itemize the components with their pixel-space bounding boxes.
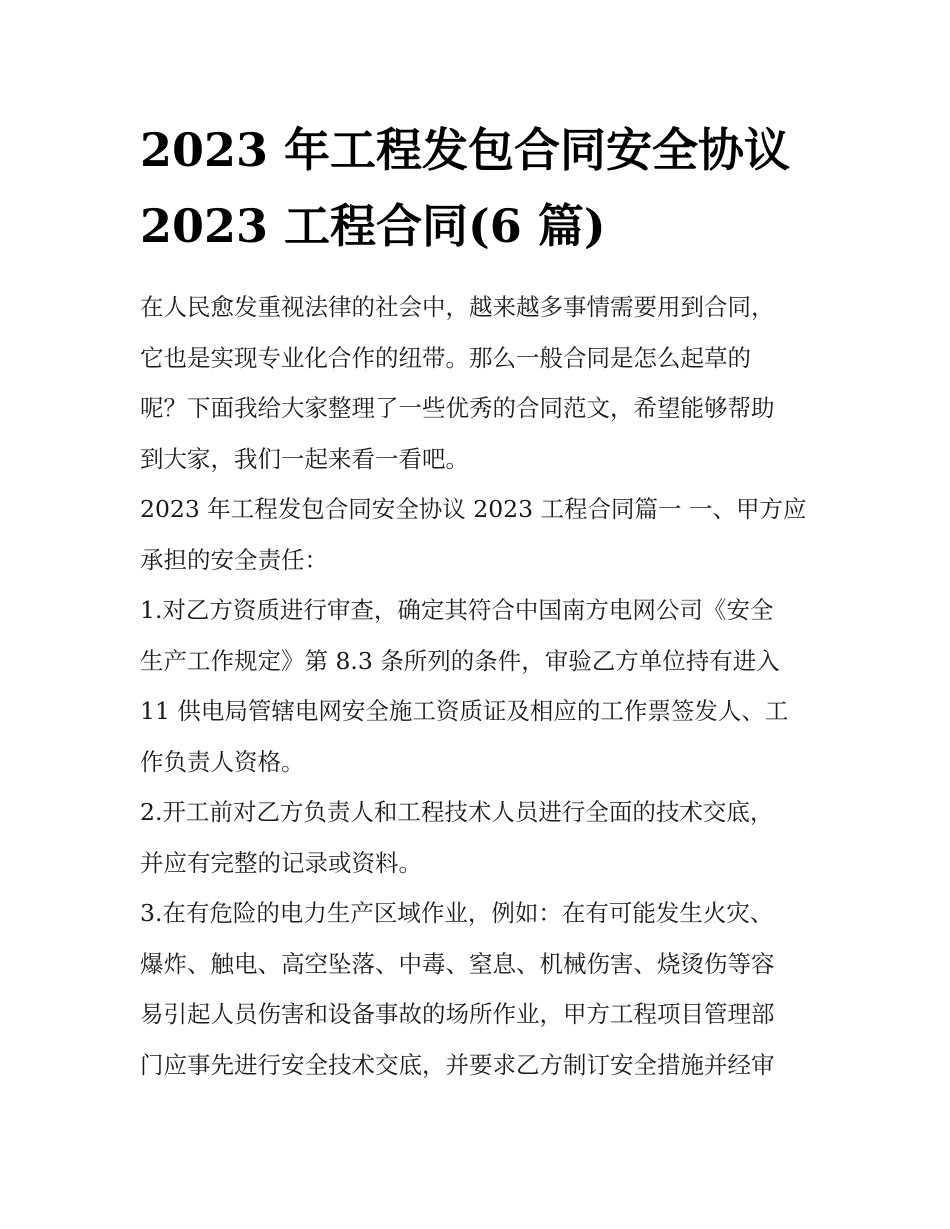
paragraph-item-2 [140,787,820,888]
paragraph-item-3 [140,888,820,1090]
text-line: 承担的安全责任： [140,545,328,574]
text-line: 并应有完整的记录或资料。 [140,848,422,877]
text-line: 到大家，我们一起来看一看吧。 [140,444,469,473]
title-line-1: 2023 年工程发包合同安全协议 [140,123,791,177]
paragraph-intro [140,282,820,484]
text-line: 呢？下面我给大家整理了一些优秀的合同范文，希望能够帮助 [140,394,775,422]
text-line: 生产工作规定》第 8.3 条所列的条件，审验乙方单位持有进入 [140,646,780,675]
paragraph-section-heading [140,484,820,585]
title-line-2: 2023 工程合同(6 篇) [140,199,606,253]
text-line: 门应事先进行安全技术交底，并要求乙方制订安全措施并经审 [140,1050,775,1079]
paragraph-item-1 [140,585,820,787]
text-line: 2023 年工程发包合同安全协议 2023 工程合同篇一 一、甲方应 [140,495,807,523]
text-line: 它也是实现专业化合作的纽带。那么一般合同是怎么起草的 [140,343,751,372]
text-line: 易引起人员伤害和设备事故的场所作业，甲方工程项目管理部 [140,1000,775,1028]
text-line: 2.开工前对乙方负责人和工程技术人员进行全面的技术交底， [140,798,774,826]
text-line: 在人民愈发重视法律的社会中，越来越多事情需要用到合同， [140,293,775,321]
text-line: 作负责人资格。 [140,747,305,776]
document-title [140,112,830,264]
text-line: 爆炸、触电、高空坠落、中毒、窒息、机械伤害、烧烫伤等容 [140,949,775,978]
text-line: 3.在有危险的电力生产区域作业，例如：在有可能发生火灾、 [140,899,774,927]
text-line: 1.对乙方资质进行审查，确定其符合中国南方电网公司《安全 [140,596,774,624]
text-line: 11 供电局管辖电网安全施工资质证及相应的工作票签发人、工 [140,697,789,725]
document-body [140,282,820,1090]
